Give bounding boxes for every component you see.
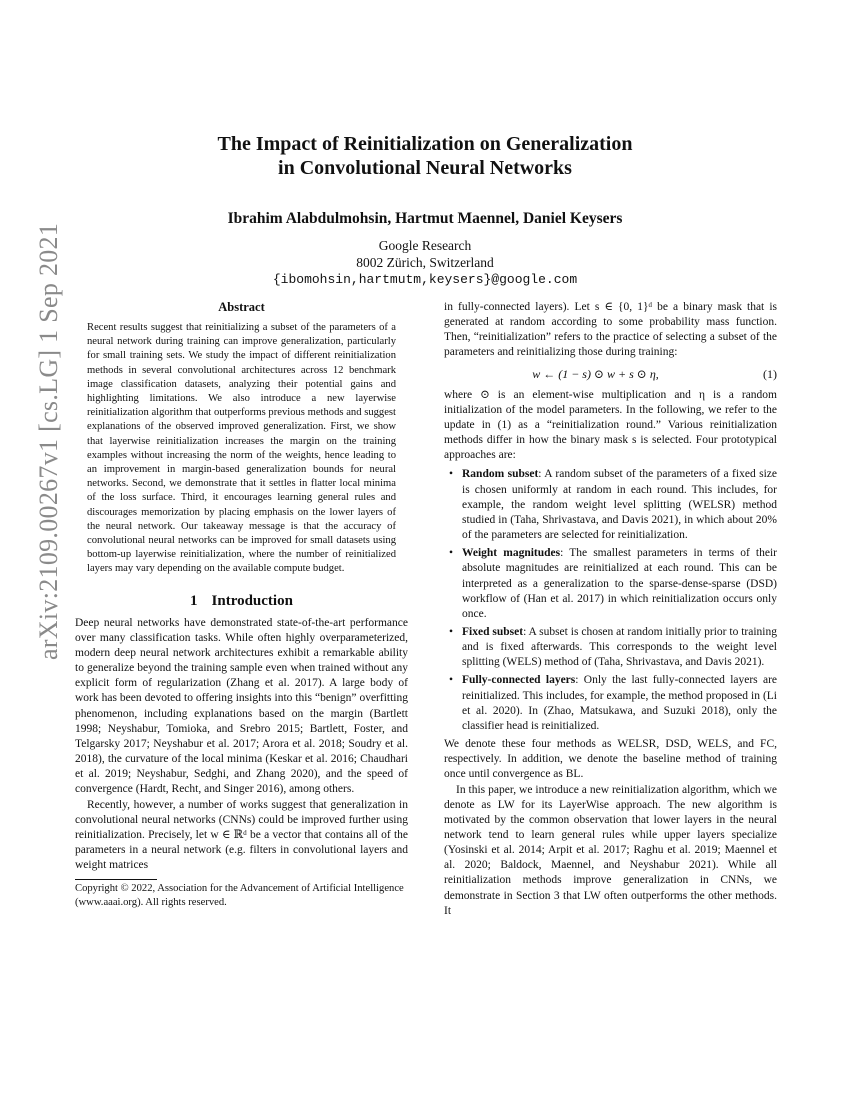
paper-title [120, 132, 730, 180]
equation-expression: w ← (1 − s) ⊙ w + s ⊙ η, [532, 366, 659, 381]
bullet-icon: • [449, 625, 454, 638]
right-column [444, 300, 777, 919]
method-name: Weight magnitudes [462, 547, 561, 560]
abstract-heading: Abstract [218, 300, 265, 314]
equation-number: (1) [763, 366, 777, 381]
list-item [444, 673, 777, 734]
method-description: : A subset is chosen at random initially prior to training and is fixed afterwards. This corresponds to the weight level splitting (WELS) method of (Taha, Shrivastava, and Davis 2021). [462, 625, 777, 669]
method-name: Random subset [462, 468, 539, 481]
paragraph-continued: in fully-connected layers). Let s ∈ {0, 1}ᵈ be a binary mask that is generated at random according to some probability mass function. Then, “reinitialization” refers to the practice of selecting a subset of the parameters and reinitializing those during training: [444, 301, 777, 359]
affiliation: Google Research [378, 238, 472, 253]
bullet-icon: • [449, 468, 454, 481]
address: 8002 Zürich, Switzerland [356, 255, 494, 270]
bullet-icon: • [449, 547, 454, 560]
paragraph-method-notation: We denote these four methods as WELSR, DSD, WELS, and FC, respectively. In addition, we denote the baseline method of training once until convergence as BL. [444, 738, 777, 781]
title-block [120, 132, 730, 288]
author-list: Ibrahim Alabdulmohsin, Hartmut Maennel, Daniel Keysers [227, 210, 623, 227]
method-name: Fixed subset [462, 625, 524, 638]
intro-paragraph-2: Recently, however, a number of works suggest that generalization in convolutional neural networks (CNNs) could be improved further using reinitialization. Precisely, let w ∈ ℝᵈ be a vector that contains all of the parameters in a neural network (e.g. filters in convolutional layers and weight matrices [75, 798, 408, 872]
arxiv-identifier: arXiv:2109.00267v1 [cs.LG] 1 Sep 2021 [34, 222, 63, 660]
abstract-text: Recent results suggest that reinitializing a subset of the parameters of a neural network during training can improve generalization, particularly for small training sets. We study the impact of different reinitialization methods in several convolutional architectures across 12 benchmark image classification datasets, analyzing their potential gains and highlighting limitations. We also introduce a new layerwise reinitialization algorithm that outperforms previous methods and suggest explanations of the observed improved generalization. First, we show that layerwise reinitialization increases the margin on the training examples without increasing the norm of the weights, hence leading to an improvement in margin-based generalization bounds for neural networks. Second, we demonstrate that it settles in flatter local minima of the loss surface. Third, it encourages learning general rules and discourages memorization by placing emphasis on the lower layers of the neural network. Our takeaway message is that the accuracy of convolutional neural networks can be improved for small datasets using bottom-up layerwise reinitialization, where the number of reinitialized layers may vary depending on the available compute budget. [87, 322, 396, 575]
method-description: : A random subset of the parameters of a fixed size is chosen uniformly at random in each round. This includes, for example, the random weight level splitting (WELSR) method studied in (Taha, Shrivastava, and Davis 2021), in which about 20% of the parameters are selected for reinitialization. [462, 468, 778, 542]
paragraph-layerwise: In this paper, we introduce a new reinitialization algorithm, which we denote as LW for its LayerWise approach. The new algorithm is motivated by the common observation that lower layers in the neural network tend to learn general rules while upper layers specialize (Yosinski et al. 2014; Arpit et al. 2017; Raghu et al. 2019; Maennel et al. 2020; Baldock, Maennel, and Neyshabur 2021). While all reinitialization methods improve generalization in CNNs, we demonstrate in Section 3 that LW often outperforms the other methods. It [444, 783, 777, 917]
affiliation-block [120, 237, 730, 288]
footnote-divider [75, 879, 157, 880]
list-item [444, 467, 777, 543]
left-column [75, 300, 408, 910]
equation-1 [444, 367, 777, 382]
list-item [444, 625, 777, 670]
paragraph-after-equation: where ⊙ is an element-wise multiplication and η is a random initialization of the model parameters. In the following, we refer to the update in (1) as a “reinitialization round.” Various reinitialization methods differ in how the binary mask s is selected. Four prototypical approaches are: [444, 388, 777, 462]
bullet-icon: • [449, 674, 454, 687]
section-title: Introduction [211, 592, 293, 609]
list-item [444, 546, 777, 622]
method-name: Fully-connected layers [462, 674, 576, 687]
section-number: 1 [190, 592, 198, 609]
intro-paragraph-1: Deep neural networks have demonstrated state-of-the-art performance over many classification tasks. While often highly overparameterized, modern deep neural network architectures exhibit a remarkable ability to generalize beyond the training sample even when trained without any explicit form of regularization (Zhang et al. 2017). A large body of work has been devoted to offering insights into this “benign” overfitting phenomenon, including explanations based on the margin (Bartlett 1998; Neyshabur, Tomioka, and Srebro 2015; Bartlett, Foster, and Telgarsky 2017; Neyshabur et al. 2017; Arora et al. 2018; Soudry et al. 2018), the curvature of the local minima (Keskar et al. 2016; Chaudhari et al. 2019; Neyshabur, Sedghi, and Zhang 2020), and the speed of convergence (Hardt, Recht, and Singer 2016), among others. [75, 616, 408, 796]
section-heading-introduction [75, 593, 408, 610]
title-line-2: in Convolutional Neural Networks [278, 157, 572, 179]
copyright-footnote: Copyright © 2022, Association for the Advancement of Artificial Intelligence (www.aaai.org). All rights reserved. [75, 883, 404, 909]
methods-list [444, 467, 777, 734]
title-line-1: The Impact of Reinitialization on Generalization [217, 133, 633, 155]
method-description: : The smallest parameters in terms of their absolute magnitudes are reinitialized at each round. This can be interpreted as a generalization to the sparse-dense-sparse (DSD) workflow of (Han et al. 2017) in which reinitialization occurs only once. [462, 547, 777, 620]
author-emails: {ibomohsin,hartmutm,keysers}@google.com [272, 272, 578, 287]
method-description: : Only the last fully-connected layers are reinitialized. This includes, for example, the method proposed in (Li et al. 2020). In (Zhao, Matsukawa, and Suzuki 2018), only the classifier head is reinitialized. [462, 674, 777, 732]
